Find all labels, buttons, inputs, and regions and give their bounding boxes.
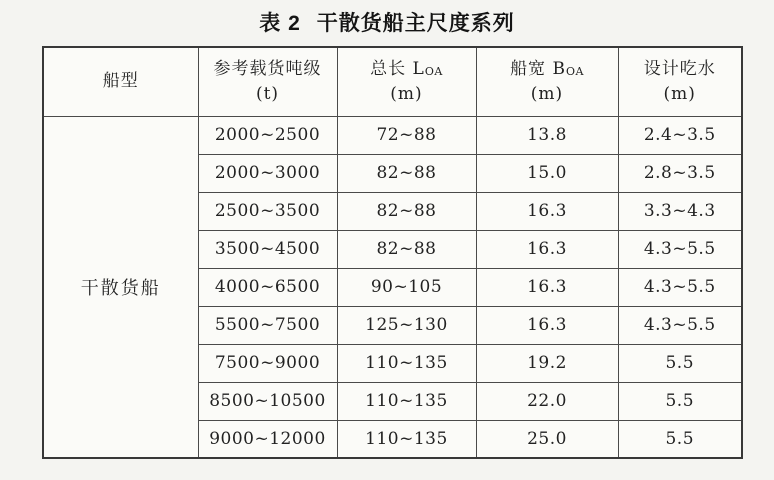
breadth-cell: 16.3 <box>476 306 618 344</box>
table-body <box>43 116 742 458</box>
length-cell: 110~135 <box>337 382 476 420</box>
length-cell: 110~135 <box>337 344 476 382</box>
header-unit: (m) <box>390 83 423 104</box>
draft-cell: 4.3~5.5 <box>618 268 742 306</box>
tonnage-cell: 9000~12000 <box>198 420 337 458</box>
header-label: 船宽 BOA <box>510 59 584 80</box>
draft-cell: 2.4~3.5 <box>618 116 742 154</box>
draft-cell: 3.3~4.3 <box>618 192 742 230</box>
column-header-length-overall <box>337 47 476 116</box>
draft-cell: 5.5 <box>618 382 742 420</box>
header-label: 设计吃水 <box>643 59 716 80</box>
header-unit: (m) <box>663 83 696 104</box>
breadth-cell: 13.8 <box>476 116 618 154</box>
table-header <box>43 47 742 116</box>
breadth-cell: 16.3 <box>476 230 618 268</box>
header-label: 船型 <box>102 71 139 92</box>
draft-cell: 4.3~5.5 <box>618 230 742 268</box>
breadth-cell: 16.3 <box>476 268 618 306</box>
column-header-breadth <box>476 47 618 116</box>
tonnage-cell: 3500~4500 <box>198 230 337 268</box>
length-cell: 82~88 <box>337 230 476 268</box>
length-cell: 90~105 <box>337 268 476 306</box>
length-cell: 125~130 <box>337 306 476 344</box>
column-header-design-draft <box>618 47 742 116</box>
tonnage-cell: 2000~3000 <box>198 154 337 192</box>
breadth-cell: 16.3 <box>476 192 618 230</box>
length-cell: 82~88 <box>337 192 476 230</box>
header-unit: (t) <box>255 83 280 104</box>
draft-cell: 5.5 <box>618 344 742 382</box>
draft-cell: 2.8~3.5 <box>618 154 742 192</box>
tonnage-cell: 7500~9000 <box>198 344 337 382</box>
tonnage-cell: 2500~3500 <box>198 192 337 230</box>
header-unit: (m) <box>530 83 564 104</box>
table-number: 表 2 <box>259 12 301 35</box>
draft-cell: 4.3~5.5 <box>618 306 742 344</box>
ship-type-cell: 干散货船 <box>43 116 198 458</box>
length-cell: 82~88 <box>337 154 476 192</box>
table-title <box>0 7 774 37</box>
boa-subscript: OA <box>565 65 584 79</box>
length-cell: 110~135 <box>337 420 476 458</box>
breadth-cell: 25.0 <box>476 420 618 458</box>
draft-cell: 5.5 <box>618 420 742 458</box>
tonnage-cell: 8500~10500 <box>198 382 337 420</box>
table-name: 干散货船主尺度系列 <box>316 12 515 35</box>
tonnage-cell: 2000~2500 <box>198 116 337 154</box>
header-row <box>43 47 742 116</box>
length-cell: 72~88 <box>337 116 476 154</box>
tonnage-cell: 5500~7500 <box>198 306 337 344</box>
header-label: 参考载货吨级 <box>213 59 322 80</box>
column-header-tonnage <box>198 47 337 116</box>
loa-subscript: OA <box>424 65 443 79</box>
ship-dimensions-table <box>42 46 743 459</box>
header-label: 总长 LOA <box>370 59 443 80</box>
tonnage-cell: 4000~6500 <box>198 268 337 306</box>
breadth-cell: 22.0 <box>476 382 618 420</box>
breadth-cell: 19.2 <box>476 344 618 382</box>
table-row <box>43 116 742 154</box>
column-header-ship-type <box>43 47 198 116</box>
breadth-cell: 15.0 <box>476 154 618 192</box>
